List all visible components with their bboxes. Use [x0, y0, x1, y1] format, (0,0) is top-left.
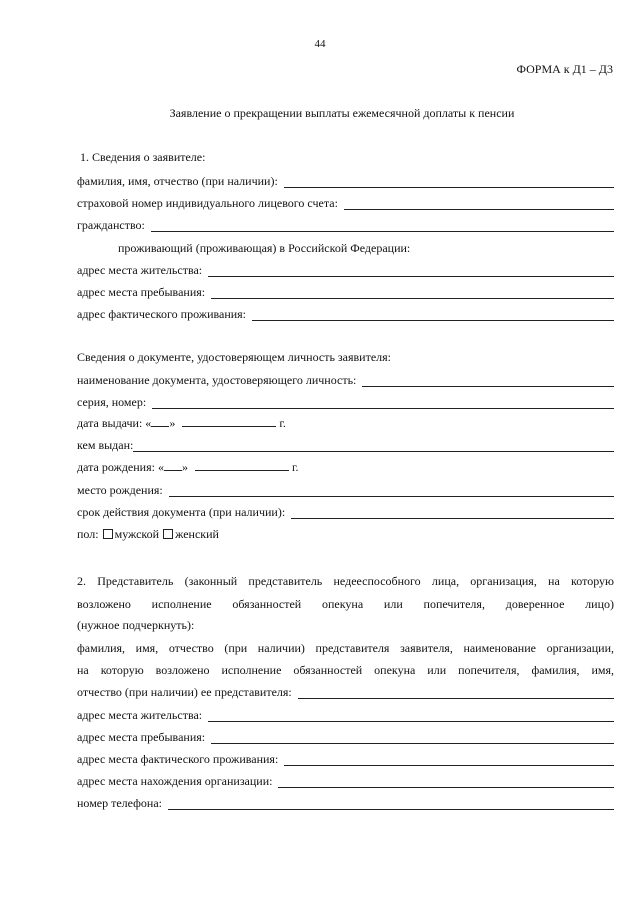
- doc-name-field[interactable]: [77, 370, 614, 387]
- actual-address-label: адрес фактического проживания:: [77, 307, 247, 321]
- validity-line[interactable]: [291, 506, 614, 519]
- birth-place-label: место рождения:: [77, 483, 163, 497]
- issued-by-line[interactable]: [133, 439, 614, 452]
- residence-address-label: адрес места жительства:: [77, 263, 203, 277]
- issue-date-field[interactable]: [77, 415, 286, 431]
- sex-field: [77, 527, 219, 542]
- section2-line5: на которую возложено исполнение обязанностей опекуна или попечителя, фамилия, имя,: [77, 663, 614, 677]
- rep-stay-address-field[interactable]: [77, 727, 614, 744]
- sex-label: пол:: [77, 527, 99, 541]
- citizenship-field[interactable]: [77, 215, 614, 232]
- male-label: мужской: [114, 527, 160, 541]
- issue-day-line[interactable]: [151, 415, 169, 427]
- doc-name-label: наименование документа, удостоверяющего личность:: [77, 373, 357, 387]
- issue-year-suffix: г.: [279, 416, 286, 430]
- validity-field[interactable]: [77, 502, 614, 519]
- section2-line1: 2. Представитель (законный представитель недееспособного лица, организация, на которую: [77, 574, 614, 588]
- male-checkbox[interactable]: [103, 529, 113, 539]
- issued-by-label: кем выдан:: [77, 438, 134, 452]
- org-address-field[interactable]: [77, 771, 614, 788]
- phone-line[interactable]: [168, 797, 614, 810]
- full-name-label: фамилия, имя, отчество (при наличии):: [77, 174, 278, 188]
- rep-stay-address-label: адрес места пребывания:: [77, 730, 206, 744]
- series-number-field[interactable]: [77, 392, 614, 409]
- page-number: 44: [314, 38, 326, 50]
- org-address-line[interactable]: [278, 775, 614, 788]
- rep-name-line[interactable]: [298, 686, 614, 699]
- birth-year-suffix: г.: [291, 460, 299, 474]
- actual-address-field[interactable]: [77, 304, 614, 321]
- residence-address-field[interactable]: [77, 260, 614, 277]
- section1-heading: 1. Сведения о заявителе:: [80, 150, 206, 164]
- issue-month-year-line[interactable]: [182, 415, 276, 427]
- series-number-label: серия, номер:: [77, 395, 147, 409]
- rep-name-label: отчество (при наличии) ее представителя:: [77, 685, 292, 699]
- phone-label: номер телефона:: [77, 796, 163, 810]
- stay-address-line[interactable]: [211, 286, 614, 299]
- citizenship-label: гражданство:: [77, 218, 145, 232]
- residing-label: проживающий (проживающая) в Российской Федерации:: [118, 241, 411, 255]
- rep-actual-address-line[interactable]: [284, 753, 614, 766]
- issued-by-field[interactable]: [77, 435, 614, 452]
- birth-place-field[interactable]: [77, 480, 614, 497]
- issue-date-close: »: [169, 416, 176, 430]
- rep-residence-address-label: адрес места жительства:: [77, 708, 203, 722]
- rep-stay-address-line[interactable]: [211, 731, 614, 744]
- series-number-line[interactable]: [152, 396, 614, 409]
- issue-date-label: дата выдачи: «: [77, 416, 152, 430]
- female-label: женский: [175, 527, 219, 541]
- female-checkbox[interactable]: [163, 529, 173, 539]
- citizenship-line[interactable]: [151, 219, 614, 232]
- rep-residence-address-field[interactable]: [77, 705, 614, 722]
- snils-line[interactable]: [344, 197, 614, 210]
- actual-address-line[interactable]: [252, 308, 614, 321]
- section2-line3: (нужное подчеркнуть):: [77, 618, 195, 632]
- stay-address-field[interactable]: [77, 282, 614, 299]
- form-code: ФОРМА к Д1 – Д3: [516, 62, 613, 76]
- birth-date-field[interactable]: [77, 459, 299, 475]
- birth-date-close: »: [181, 460, 188, 474]
- doc-name-line[interactable]: [362, 374, 614, 387]
- snils-label: страховой номер индивидуального лицевого счета:: [77, 196, 338, 210]
- rep-name-field[interactable]: [77, 682, 614, 699]
- rep-actual-address-label: адрес места фактического проживания:: [77, 752, 279, 766]
- phone-field[interactable]: [77, 793, 614, 810]
- document-title: Заявление о прекращении выплаты ежемесячной доплаты к пенсии: [169, 106, 515, 120]
- rep-residence-address-line[interactable]: [208, 709, 614, 722]
- rep-actual-address-field[interactable]: [77, 749, 614, 766]
- birth-date-label: дата рождения: «: [77, 460, 164, 474]
- birth-month-year-line[interactable]: [195, 459, 289, 471]
- full-name-field[interactable]: [77, 171, 614, 188]
- snils-field[interactable]: [77, 193, 614, 210]
- birth-day-line[interactable]: [164, 459, 182, 471]
- section2-line2: возложено исполнение обязанностей опекуна или попечителя, доверенное лицо): [77, 597, 614, 611]
- birth-place-line[interactable]: [169, 484, 614, 497]
- residence-address-line[interactable]: [208, 264, 614, 277]
- validity-label: срок действия документа (при наличии):: [77, 505, 286, 519]
- stay-address-label: адрес места пребывания:: [77, 285, 206, 299]
- identity-doc-heading: Сведения о документе, удостоверяющем личность заявителя:: [77, 350, 392, 364]
- section2-line4: фамилия, имя, отчество (при наличии) представителя заявителя, наименование организации,: [77, 641, 614, 655]
- full-name-line[interactable]: [284, 175, 614, 188]
- org-address-label: адрес места нахождения организации:: [77, 774, 273, 788]
